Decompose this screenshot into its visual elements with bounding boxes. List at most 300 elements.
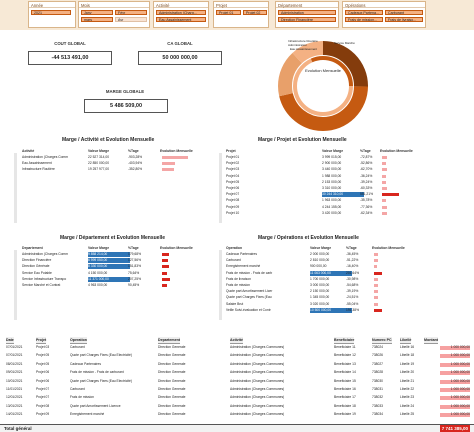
- table-cell: Carburant: [70, 387, 85, 391]
- table-cell: Administration (Charges Communes): [230, 412, 285, 417]
- table-row[interactable]: [0, 370, 474, 376]
- slicer-item[interactable]: mars: [81, 17, 113, 22]
- row-percent: -30,98%: [346, 276, 359, 281]
- table-cell: Projet 05: [36, 353, 50, 358]
- table-row[interactable]: [222, 289, 422, 294]
- table-row[interactable]: [18, 289, 218, 294]
- row-percent: -51,22%: [346, 258, 359, 263]
- row-value: 1 345 000,00: [310, 295, 330, 300]
- detail-table: [0, 337, 474, 432]
- column-header: Evolution Mensuelle: [372, 246, 405, 250]
- table-cell: 738032: [372, 395, 384, 400]
- row-value: 3 420 000,00: [322, 210, 342, 215]
- column-header: Operation: [226, 246, 243, 250]
- evolution-bar: [162, 253, 169, 256]
- table-cell: Projet 07: [36, 387, 50, 391]
- table-cell: 1 000 000,00: [450, 403, 470, 408]
- table-cell: 738024: [372, 345, 384, 349]
- row-value: 2 150 000,00: [310, 289, 330, 294]
- slicer-item[interactable]: Carburant: [385, 10, 423, 15]
- row-name: Projet 08: [226, 198, 240, 203]
- table-cell: 738028: [372, 370, 384, 375]
- table-row[interactable]: [0, 345, 474, 351]
- row-name: Salaire Brut: [226, 301, 244, 306]
- total-label: Total général: [4, 426, 32, 431]
- table-row[interactable]: [0, 387, 474, 393]
- marge-globale-label: MARGE GLOBALE: [105, 89, 145, 94]
- table-row[interactable]: [222, 258, 422, 263]
- donut-chart: [278, 34, 368, 132]
- slicer-item[interactable]: Cadeaux Partena...: [345, 10, 383, 15]
- table-cell: Direction Generale: [158, 403, 186, 408]
- table-row[interactable]: [0, 404, 474, 410]
- table-row[interactable]: [222, 167, 422, 172]
- scrollbar[interactable]: [219, 250, 222, 320]
- total-value: 7 741 385,00: [441, 426, 468, 431]
- column-header[interactable]: Numero PC: [372, 338, 392, 342]
- table-cell: Projet 07: [36, 395, 50, 400]
- table-cell: Libellé 19: [400, 361, 415, 366]
- row-name: Service Marché et Contrat: [22, 283, 61, 287]
- evolution-bar: [374, 253, 378, 256]
- cout-global-label: COUT GLOBAL: [54, 41, 86, 46]
- evolution-bar: [162, 278, 170, 281]
- row-value: 22 527 314,00: [88, 155, 110, 159]
- table-cell: 738033: [372, 403, 384, 408]
- table-row[interactable]: [18, 258, 218, 263]
- slicer-operations[interactable]: [342, 1, 426, 28]
- evolution-bar: [162, 272, 167, 275]
- slicer-mois[interactable]: [78, 1, 150, 28]
- table-cell: 1 000 000,00: [450, 395, 470, 400]
- row-name: Administration (Charges Comm: [22, 155, 68, 159]
- table-row[interactable]: [222, 192, 422, 197]
- row-percent: -52,86%: [360, 161, 373, 166]
- row-percent: -36,24%: [360, 173, 373, 178]
- table-cell: 12/01/2021: [6, 395, 23, 400]
- row-name: Projet 02: [226, 161, 240, 166]
- table-row[interactable]: [222, 271, 422, 276]
- row-name: Projet 05: [226, 179, 240, 184]
- table-cell: 07/01/2021: [6, 345, 23, 349]
- row-percent: -24,51%: [346, 295, 359, 300]
- table-cell: Libellé 23: [400, 395, 415, 400]
- table-cell: 10/01/2021: [6, 378, 23, 383]
- evolution-bar: [374, 272, 382, 275]
- table-row[interactable]: [222, 211, 422, 216]
- table-cell: Projet 08: [36, 403, 50, 408]
- evolution-bar: [162, 162, 175, 165]
- evolution-bar: [374, 259, 378, 262]
- table-cell: Quote part Charges Fixes (Eau Electricité): [70, 378, 132, 383]
- slicer-item[interactable]: Direction Financière: [278, 17, 336, 22]
- evolution-bar: [162, 265, 169, 268]
- evolution-bar: [162, 156, 188, 159]
- row-value: 3 000 000,00: [310, 283, 330, 287]
- donut-title: Evolution Mensuelle: [305, 68, 341, 73]
- row-value: 11 371 000,00: [88, 277, 130, 282]
- slicer-item[interactable]: Projet 02: [243, 10, 267, 15]
- row-percent: -352,80%: [128, 167, 143, 172]
- sec2-title: Marge / Projet et Evolution Mensuelle: [258, 137, 347, 143]
- row-value: 2 900 000,00: [322, 161, 342, 166]
- table-cell: 738030: [372, 378, 384, 383]
- ca-global-value: 50 000 000,00: [138, 51, 222, 65]
- slicer-departement[interactable]: [275, 1, 339, 28]
- table-cell: Administration (Charges Communes): [230, 353, 285, 358]
- slicer-bar: [0, 0, 474, 30]
- row-name: Projet 07: [226, 192, 240, 197]
- row-value: 3 440 000,00: [322, 167, 342, 172]
- column-header: Valeur Marge: [88, 149, 110, 153]
- table-cell: Libellé 24: [400, 403, 415, 408]
- table-cell: Frais de mission - Frais de carburant: [70, 370, 124, 375]
- row-percent: 179,68%: [128, 252, 142, 256]
- table-cell: Administration (Charges Communes): [230, 370, 285, 375]
- table-row[interactable]: [222, 302, 422, 307]
- row-percent: -403,94%: [128, 161, 143, 166]
- slicer-item[interactable]: Administration (Charg...: [156, 10, 206, 15]
- row-percent: -39,24%: [360, 179, 373, 184]
- table-cell: Libellé 18: [400, 353, 415, 358]
- row-percent: -54,68%: [346, 283, 359, 287]
- sec4-title: Marge / Opérations et Evolution Mensuelle: [258, 235, 359, 241]
- row-name: Carburant: [226, 258, 241, 263]
- evolution-bar: [374, 284, 378, 287]
- row-name: Frais de mission: [226, 283, 251, 287]
- table-cell: 09/01/2021: [6, 370, 23, 375]
- row-value: 1 963 000,00: [322, 198, 342, 203]
- row-percent: -55,04%: [346, 301, 359, 306]
- slicer-title: Opérations: [343, 2, 425, 8]
- table-cell: Administration (Charges Communes): [230, 403, 285, 408]
- donut-label: Infrastructure Routière: [288, 39, 318, 43]
- table-cell: Direction Generale: [158, 370, 186, 375]
- table-row[interactable]: [18, 264, 218, 269]
- table-cell: Beneficiaire 14: [334, 370, 356, 375]
- table-row[interactable]: [18, 167, 218, 172]
- table-cell: Beneficiaire 11: [334, 345, 356, 349]
- total-row: [0, 424, 474, 432]
- scrollbar[interactable]: [219, 153, 222, 223]
- table-projet: [222, 149, 422, 229]
- table-cell: Libellé 16: [400, 345, 415, 349]
- slicer-item[interactable]: 2021: [31, 10, 71, 15]
- table-cell: 13/01/2021: [6, 403, 23, 408]
- row-value: 1 700 000,00: [310, 276, 330, 281]
- table-cell: Libellé 25: [400, 412, 415, 417]
- row-value: 8 330 000,00: [88, 264, 130, 269]
- evolution-bar: [374, 278, 378, 281]
- table-row[interactable]: [222, 161, 422, 166]
- row-value: 2 810 000,00: [310, 258, 330, 263]
- column-header[interactable]: Activité: [230, 338, 243, 342]
- table-cell: Cadeaux Partenaires: [70, 361, 101, 366]
- table-row[interactable]: [0, 353, 474, 359]
- row-percent: 551,21%: [360, 192, 374, 197]
- donut-label: Eau Assainissement: [290, 47, 318, 51]
- evolution-bar: [162, 284, 167, 287]
- evolution-bar: [162, 168, 174, 171]
- row-value: 22 850 000,00: [88, 161, 110, 166]
- row-percent: -16,40%: [346, 264, 359, 269]
- table-row[interactable]: [0, 362, 474, 368]
- donut-label: Service Marché: [334, 41, 355, 45]
- column-header: Valeur Marge: [88, 246, 110, 250]
- column-header: Projet: [226, 149, 236, 153]
- column-header: %Tage: [128, 149, 139, 153]
- table-row[interactable]: [222, 283, 422, 288]
- table-cell: Quote part Amortissement Licence: [70, 403, 121, 408]
- table-cell: Libellé 20: [400, 370, 415, 375]
- row-value: 4 963 000,00: [88, 283, 108, 287]
- slicer-item[interactable]: Eau Assainissement: [156, 17, 206, 22]
- row-name: Eau Assainissement: [22, 161, 52, 166]
- slicer-annee[interactable]: [28, 1, 76, 28]
- row-value: 3 999 015,00: [322, 155, 342, 159]
- row-name: Cadeaux Partenaires: [226, 252, 257, 256]
- slicer-projet[interactable]: [213, 1, 269, 28]
- column-header[interactable]: Montant: [424, 338, 438, 342]
- row-value: 1 988 000,00: [322, 173, 342, 178]
- row-percent: -903,28%: [128, 155, 143, 159]
- table-cell: Enregistrement marché: [70, 412, 105, 417]
- table-cell: Libellé 21: [400, 378, 415, 383]
- column-header: %Tage: [346, 246, 357, 250]
- column-header: %Tage: [128, 246, 139, 250]
- slicer-item[interactable]: Frais de mission...: [345, 17, 383, 22]
- row-name: Administration (Charges Comm: [22, 252, 68, 256]
- row-value: 6 999 050,00: [88, 258, 130, 263]
- column-header: Valeur Marge: [310, 246, 332, 250]
- table-cell: 1 000 000,00: [450, 345, 470, 349]
- row-percent: -39,19%: [346, 289, 359, 294]
- table-cell: Beneficiaire 18: [334, 403, 356, 408]
- table-cell: 738026: [372, 353, 384, 358]
- table-departement: [18, 246, 218, 326]
- row-percent: -72,87%: [360, 155, 373, 159]
- evolution-bar: [374, 303, 378, 306]
- column-header[interactable]: Departement: [158, 338, 180, 342]
- table-cell: Projet 05: [36, 361, 50, 366]
- table-cell: Frais de mission: [70, 395, 95, 400]
- row-name: Frais de mission - Frais de carb: [226, 270, 273, 275]
- sec1-title: Marge / Activité et Evolution Mensuelle: [62, 137, 155, 143]
- table-cell: Beneficiaire 15: [334, 378, 356, 383]
- slicer-title: Année: [29, 2, 75, 8]
- row-name: Projet 10: [226, 210, 240, 215]
- table-cell: Direction Generale: [158, 395, 186, 400]
- column-header[interactable]: Beneficiaire: [334, 338, 355, 342]
- evolution-bar: [374, 290, 378, 293]
- sec3-title: Marge / Département et Evolution Mensuelle: [60, 235, 166, 241]
- row-value: 3 020 000,00: [310, 301, 330, 306]
- row-name: Quote part Charges Fixes (Eau: [226, 295, 272, 300]
- row-value: 4 244 155,00: [322, 204, 342, 209]
- row-percent: 201,64%: [346, 270, 360, 275]
- slicer-item[interactable]: Projet 01: [216, 10, 241, 15]
- table-cell: 1 000 000,00: [450, 370, 470, 375]
- scrollbar[interactable]: [14, 153, 17, 223]
- column-header: Evolution Mensuelle: [380, 149, 413, 153]
- row-name: Service Infrastructure Transpo: [22, 276, 67, 281]
- row-percent: 191,38%: [346, 307, 360, 312]
- slicer-item[interactable]: Févr: [115, 10, 147, 15]
- column-header[interactable]: Date: [6, 338, 14, 342]
- row-name: Frais de livraison: [226, 276, 251, 281]
- table-cell: 738034: [372, 412, 384, 417]
- table-row[interactable]: [18, 155, 218, 160]
- column-header: %Tage: [360, 149, 371, 153]
- table-cell: Beneficiaire 19: [334, 412, 356, 417]
- row-value: 30 244 310,00: [322, 192, 364, 197]
- table-row[interactable]: [18, 252, 218, 257]
- evolution-bar: [162, 259, 168, 262]
- table-cell: Projet 06: [36, 378, 50, 383]
- table-cell: Administration (Charges Communes): [230, 395, 285, 400]
- column-header: Valeur Marge: [322, 149, 344, 153]
- table-row[interactable]: [222, 205, 422, 210]
- row-value: 10 500 000,00: [310, 308, 352, 313]
- row-name: Service Eau Potable: [22, 270, 52, 275]
- row-name: Direction Générale: [22, 264, 50, 269]
- row-value: 900 000,00: [310, 264, 327, 269]
- donut-label: Administration: [288, 43, 308, 47]
- table-row[interactable]: [0, 412, 474, 418]
- slicer-item[interactable]: Avr: [115, 17, 147, 22]
- row-percent: 127,56%: [128, 258, 142, 263]
- table-cell: Administration (Charges Communes): [230, 387, 285, 391]
- row-value: 3 310 000,00: [322, 186, 342, 190]
- table-cell: 07/01/2021: [6, 353, 23, 358]
- table-cell: Direction Generale: [158, 378, 186, 383]
- row-percent: 75,64%: [128, 270, 140, 275]
- row-name: Projet 03: [226, 167, 240, 172]
- table-cell: Projet 03: [36, 345, 50, 349]
- column-header: Evolution Mensuelle: [160, 149, 193, 153]
- row-percent: -77,36%: [360, 204, 373, 209]
- row-percent: -35,78%: [360, 198, 373, 203]
- row-name: Projet 06: [226, 186, 240, 190]
- table-cell: 14/01/2021: [6, 412, 23, 417]
- table-row[interactable]: [18, 161, 218, 166]
- table-row[interactable]: [222, 252, 422, 257]
- table-row[interactable]: [18, 277, 218, 282]
- scrollbar[interactable]: [14, 250, 17, 320]
- table-row[interactable]: [222, 174, 422, 179]
- table-row[interactable]: [222, 186, 422, 191]
- row-name: Veille Suivi-évaluation et Contr: [226, 307, 271, 312]
- row-percent: 90,45%: [128, 283, 140, 287]
- table-cell: Administration (Charges Communes): [230, 378, 285, 383]
- table-cell: Projet 06: [36, 370, 50, 375]
- row-value: 2 000 000,00: [310, 252, 330, 256]
- column-header: Activité: [22, 149, 35, 153]
- table-row[interactable]: [18, 271, 218, 276]
- table-row[interactable]: [222, 308, 422, 313]
- table-row[interactable]: [0, 379, 474, 385]
- table-cell: Administration (Charges Communes): [230, 361, 285, 366]
- table-cell: 1 000 000,00: [450, 353, 470, 358]
- table-cell: 738031: [372, 387, 384, 391]
- row-value: 11 063 000,00: [310, 271, 352, 276]
- table-cell: Beneficiaire 16: [334, 387, 356, 391]
- table-row[interactable]: [18, 283, 218, 288]
- table-cell: Direction Generale: [158, 412, 186, 417]
- slicer-title: Projet: [214, 2, 268, 8]
- table-cell: Carburant: [70, 345, 85, 349]
- row-value: 19 257 977,00: [88, 167, 110, 172]
- row-value: 2 153 000,00: [322, 179, 342, 184]
- table-row[interactable]: [222, 264, 422, 269]
- table-cell: 1 000 000,00: [450, 361, 470, 366]
- evolution-bar: [374, 265, 377, 268]
- table-cell: 1 000 000,00: [450, 412, 470, 417]
- table-cell: Libellé 22: [400, 387, 415, 391]
- table-cell: Direction Generale: [158, 387, 186, 391]
- table-cell: 1 000 000,00: [450, 387, 470, 391]
- table-row[interactable]: [222, 155, 422, 160]
- table-cell: Quote part Charges Fixes (Eau Electricité): [70, 353, 132, 358]
- column-header[interactable]: Projet: [36, 338, 47, 342]
- table-cell: Beneficiaire 12: [334, 353, 356, 358]
- evolution-bar: [374, 309, 382, 312]
- table-operations: [222, 246, 422, 326]
- row-name: Projet 09: [226, 204, 240, 209]
- row-value: 9 858 214,00: [88, 252, 130, 257]
- table-cell: Direction Generale: [158, 361, 186, 366]
- column-header: Evolution Mensuelle: [160, 246, 193, 250]
- slicer-title: Mois: [79, 2, 149, 8]
- table-row[interactable]: [222, 277, 422, 282]
- table-row[interactable]: [0, 395, 474, 401]
- table-cell: Beneficiaire 13: [334, 361, 356, 366]
- slicer-title: Activité: [154, 2, 208, 8]
- table-cell: 1 000 000,00: [450, 378, 470, 383]
- table-cell: Projet 09: [36, 412, 50, 417]
- row-percent: -62,34%: [360, 210, 373, 215]
- marge-globale-value: 5 486 509,00: [84, 99, 168, 113]
- row-value: 4 150 000,00: [88, 270, 108, 275]
- row-percent: -36,45%: [346, 252, 359, 256]
- table-cell: 738027: [372, 361, 384, 366]
- table-row[interactable]: [222, 180, 422, 185]
- table-cell: Direction Generale: [158, 345, 186, 349]
- table-cell: 08/01/2021: [6, 361, 23, 366]
- row-name: Projet 01: [226, 155, 240, 159]
- table-activite: [18, 149, 218, 229]
- column-header[interactable]: Operation: [70, 338, 87, 342]
- slicer-title: Département: [276, 2, 338, 8]
- table-cell: Administration (Charges Communes): [230, 345, 285, 349]
- table-row[interactable]: [222, 295, 422, 300]
- table-cell: Beneficiaire 17: [334, 395, 356, 400]
- slicer-activite[interactable]: [153, 1, 209, 28]
- evolution-bar: [382, 193, 399, 196]
- slicer-item[interactable]: Frais de livraiso...: [385, 17, 423, 22]
- slicer-item[interactable]: Administration: [278, 10, 336, 15]
- cout-global-value: -44 513 491,00: [28, 51, 112, 65]
- slicer-item[interactable]: Janv: [81, 10, 113, 15]
- row-percent: -62,70%: [360, 167, 373, 172]
- table-cell: Direction Generale: [158, 353, 186, 358]
- row-percent: -60,33%: [360, 186, 373, 190]
- table-row[interactable]: [222, 198, 422, 203]
- column-header[interactable]: Libellé: [400, 338, 412, 342]
- table-cell: 11/01/2021: [6, 387, 23, 391]
- row-percent: 151,83%: [128, 264, 142, 269]
- row-name: Enregistrement marché: [226, 264, 261, 269]
